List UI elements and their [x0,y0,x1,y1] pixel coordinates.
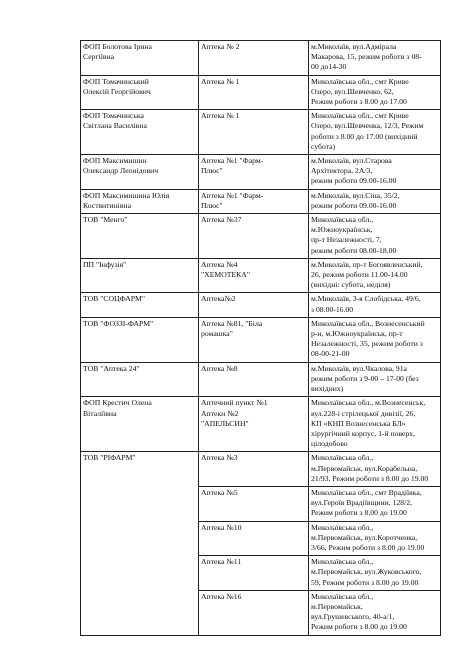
address-cell: м.Миколаїв, вул.Старова Архітектора, 2А/3, режим роботи 09.00-16.00 [309,155,441,190]
pharmacy-cell: Аптека № 1 [199,110,309,155]
pharmacy-cell: Аптека №16 [199,590,309,635]
owner-cell: ФОП Томачинський Олексій Георгійович [81,75,199,110]
pharmacy-cell: Аптека №1 "Фарм- Плюс" [199,155,309,190]
owner-cell: ФОП Болотова Ірина Сергіївна [81,41,199,76]
pharmacy-cell: Аптека №81, "Біла ромашка" [199,317,309,362]
owner-cell: ТОВ "Менго" [81,214,199,259]
owner-cell: ФОП Томачинська Світлана Василівна [81,110,199,155]
pharmacy-cell: Аптека №4 "ХЕМОТЕКА" [199,258,309,293]
address-cell: Миколаївська обл., м.Первомайськ, вул.Корабельна, 21/93, Режим роботи з 8.00 до 19.00 [309,452,441,487]
pharmacy-cell: Аптечний пункт №1 Аптеки №2 "АПЕЛЬСИН" [199,397,309,452]
owner-cell: ТОВ "ФОЗЗІ-ФАРМ" [81,317,199,362]
table-row [81,41,441,76]
owner-cell: ФОП Максимишин Олександр Леонідович [81,155,199,190]
table-row [81,293,441,317]
address-cell: Миколаївська обл., м.Первомайськ, вул.Грушевського, 40-а/1, Режим роботи з 8.00 до 19.00 [309,590,441,635]
table-row [81,110,441,155]
pharmacy-cell: Аптека № 2 [199,41,309,76]
pharmacy-cell: Аптека №11 [199,556,309,591]
pharmacy-cell: Аптека №1 "Фарм- Плюс" [199,189,309,213]
owner-cell: ТОВ "СОЦФАРМ" [81,293,199,317]
table-row [81,397,441,452]
table-row [81,75,441,110]
owner-cell: ФОП Максимишина Юлія Костянтинівна [81,189,199,213]
owner-cell: ФОП Крестич Олена Віталіївна [81,397,199,452]
address-cell: м.Миколаїв, пр-т Богоявленський, 26, режим роботи 11.00-14.00 (вихідні: субота, неділя) [309,258,441,293]
table-row [81,155,441,190]
table-row [81,189,441,213]
pharmacy-cell: Аптека№2 [199,293,309,317]
address-cell: Миколаївська обл., м.Южноукраїнськ, пр-т Незалежності, 7, режим роботи 08.00-18.00 [309,214,441,259]
address-cell: м.Миколаїв, вул.Адмірала Макарова, 15, режим роботи з 08- 00 до14-30 [309,41,441,76]
owner-cell: ТОВ "Аптека 24" [81,362,199,397]
table-row [81,452,441,487]
address-cell: Миколаївська обл., Вознесенський р-н, м.Южноукраїнськ, пр-т Незалежності, 35, режим роботи з 08-00-21-00 [309,317,441,362]
address-cell: м.Миколаїв, вул.Сіна, 35/2, режим роботи 09.00-16.00 [309,189,441,213]
address-cell: Миколаївська обл., м.Вознесенськ, вул.228-і стрілецької дивізії, 26, КП «КНП Вознесенська БЛ» хірургічний корпус, 1-й поверх, цілодобово [309,397,441,452]
pharmacy-cell: Аптека №37 [199,214,309,259]
address-cell: м.Миколаїв, 3-я Слобідська, 49/6, з 08.00-16.00 [309,293,441,317]
address-cell: Миколаївська обл., смт Криве Озеро, вул.Шевченко, 62, Режим роботи з 8.00 до 17.00 [309,75,441,110]
address-cell: Миколаївська обл., м.Первомайськ, вул.Коротченка, 3/66, Режим роботи з 8.00 до 19.00 [309,521,441,556]
pharmacy-cell: Аптека № 1 [199,75,309,110]
pharmacy-cell: Аптека №8 [199,362,309,397]
table-row [81,214,441,259]
address-cell: Миколаївська обл., м.Первомайськ, вул.Жуковського, 59, Режим роботи з 8.00 до 19.00 [309,556,441,591]
address-cell: м.Миколаїв, вул.Чкалова, 91а режим роботи з 9-00 – 17-00 (без вихідних) [309,362,441,397]
table-row [81,258,441,293]
pharmacy-table [80,40,441,636]
pharmacy-cell: Аптека №5 [199,486,309,521]
address-cell: Миколаївська обл., смт Врадіївка, вул.Героїв Врадіївщини, 128/2, Режим роботи з 8.00 до 19.00 [309,486,441,521]
owner-cell: ПП "Інфузія" [81,258,199,293]
table-row [81,362,441,397]
table-row [81,317,441,362]
pharmacy-cell: Аптека №10 [199,521,309,556]
owner-cell: ТОВ "РІФАРМ" [81,452,199,635]
pharmacy-cell: Аптека №3 [199,452,309,487]
address-cell: Миколаївська обл., смт Криве Озеро, вул.Шевченка, 12/3, Режим роботи з 8.00 до 17.00 (вихідний субота) [309,110,441,155]
